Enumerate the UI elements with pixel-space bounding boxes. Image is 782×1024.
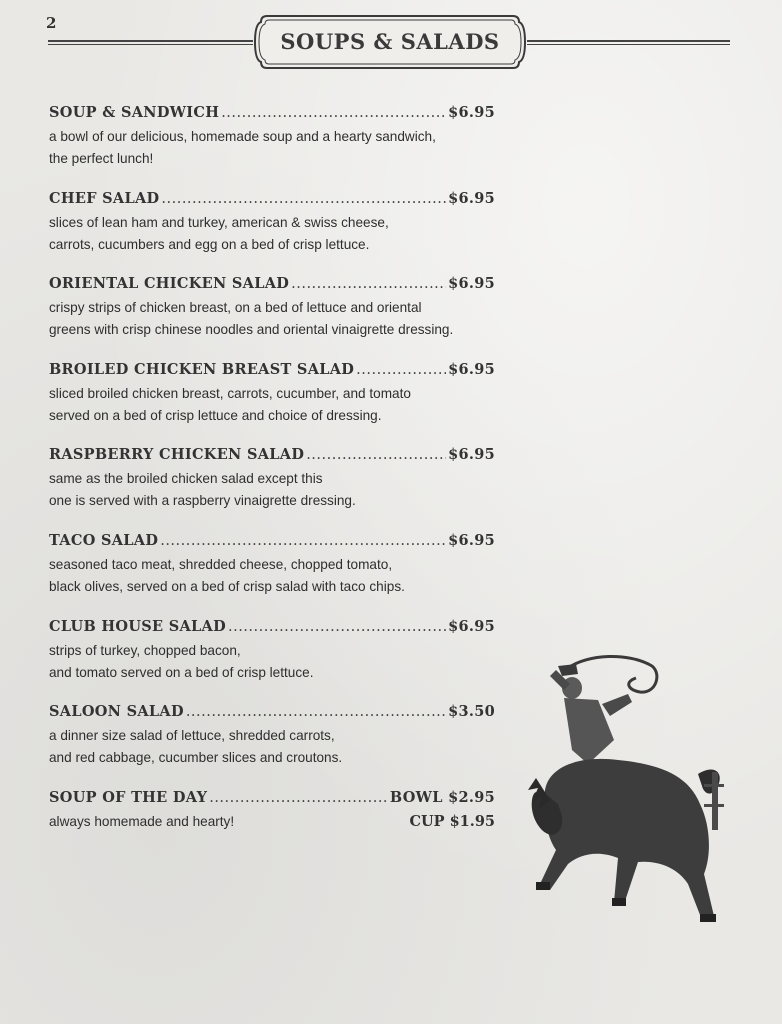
item-description-line: black olives, served on a bed of crisp salad with taco chips. [49,578,405,594]
item-description-line: seasoned taco meat, shredded cheese, chopped tomato, [49,556,393,572]
item-description-line: a dinner size salad of lettuce, shredded carrots, [49,728,335,744]
leader-dots [228,619,446,635]
item-price: $6.95 [448,360,495,378]
item-name: CLUB HOUSE SALAD [49,617,226,635]
item-name: TACO SALAD [49,531,159,549]
item-heading [49,361,495,383]
bowl-price: BOWL $2.95 [389,788,495,806]
menu-item [49,104,495,190]
item-price: $3.50 [448,703,495,721]
item-description [49,725,495,769]
item-name: SOUP & SANDWICH [49,104,220,121]
item-heading [49,275,495,297]
item-description [49,640,495,684]
item-description [49,554,495,598]
menu-item [49,532,495,618]
item-description: always homemade and hearty! [49,813,235,829]
item-name: SOUP OF THE DAY [49,788,208,806]
leader-dots [306,447,446,463]
item-description [49,297,495,341]
leader-dots [221,105,446,121]
item-description-line: same as the broiled chicken salad except this [49,471,323,487]
item-heading [49,703,495,725]
item-price: $6.95 [448,617,495,635]
item-description-line: and tomato served on a bed of crisp lettuce. [49,664,314,680]
menu-item [49,190,495,276]
cup-price: CUP $1.95 [409,812,495,830]
item-heading [49,104,495,126]
item-heading [49,190,495,212]
leader-dots [160,533,446,549]
item-description [49,383,495,427]
item-description-line: sliced broiled chicken breast, carrots, cucumber, and tomato [49,385,411,401]
menu-item [49,618,495,704]
item-name: CHEF SALAD [49,189,160,207]
cowboy-illustration [528,654,728,939]
item-price: $6.95 [448,446,495,464]
header-rule-left [48,40,253,45]
item-heading [49,789,495,811]
leader-dots [209,790,388,806]
item-price: $6.95 [448,275,495,293]
item-heading [49,446,495,468]
section-title-banner [253,14,527,70]
cowboy-on-bucking-horse-icon [528,654,728,939]
item-description-line: crispy strips of chicken breast, on a bed of lettuce and oriental [49,300,422,316]
menu-item [49,275,495,361]
item-description [49,212,495,256]
item-price: $6.95 [448,104,495,121]
item-name: RASPBERRY CHICKEN SALAD [49,446,305,464]
item-description-line: served on a bed of crisp lettuce and choice of dressing. [49,407,382,423]
item-name: BROILED CHICKEN BREAST SALAD [49,360,355,378]
leader-dots [356,362,446,378]
item-description [49,126,495,170]
item-description [49,468,495,512]
menu-items [49,104,495,874]
page-number: 2 [46,14,57,32]
section-title: SOUPS & SALADS [280,29,500,54]
menu-item [49,361,495,447]
leader-dots [186,704,446,720]
item-name: ORIENTAL CHICKEN SALAD [49,275,290,293]
item-price: $6.95 [448,531,495,549]
header-rule-right [527,40,730,45]
item-name: SALOON SALAD [49,703,184,721]
menu-item-soup-of-the-day [49,789,495,875]
item-description-line: slices of lean ham and turkey, american & swiss cheese, [49,214,389,230]
leader-dots [161,191,446,207]
cup-row [49,811,495,833]
item-description-line: greens with crisp chinese noodles and oriental vinaigrette dressing. [49,322,454,338]
item-description-line: a bowl of our delicious, homemade soup and a hearty sandwich, [49,129,436,144]
menu-item [49,446,495,532]
item-price: $6.95 [448,189,495,207]
item-description-line: the perfect lunch! [49,151,154,166]
item-description-line: carrots, cucumbers and egg on a bed of crisp lettuce. [49,236,370,252]
item-heading [49,618,495,640]
item-heading [49,532,495,554]
leader-dots [291,276,446,292]
item-description-line: and red cabbage, cucumber slices and croutons. [49,750,343,766]
menu-item [49,703,495,789]
item-description-line: strips of turkey, chopped bacon, [49,642,241,658]
item-description-line: one is served with a raspberry vinaigrette dressing. [49,493,356,509]
